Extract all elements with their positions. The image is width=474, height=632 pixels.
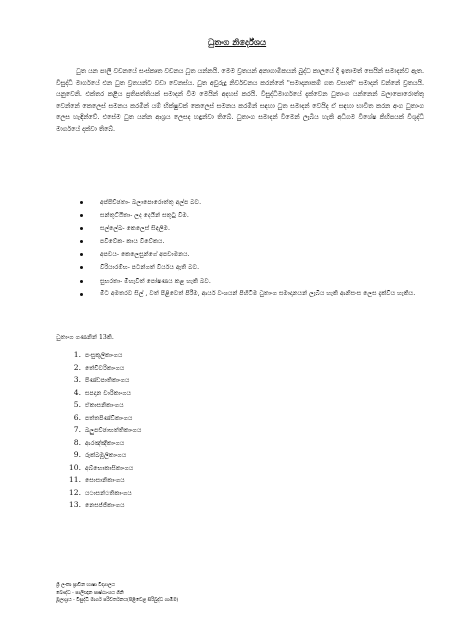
list-item [66, 349, 141, 362]
item-number: 5. [73, 400, 81, 409]
list-item [66, 374, 141, 387]
item-text: සොසානිකාංගය [85, 477, 125, 484]
benefit-item [80, 289, 420, 313]
list-item [66, 399, 141, 412]
benefit-item [80, 276, 420, 289]
bullet-icon [80, 201, 83, 204]
benefit-item [80, 236, 420, 249]
bullet-icon [80, 240, 83, 243]
item-text: රුක්ඛමූලිකාංගය [85, 452, 127, 459]
footer-line: බෞද්ධ - පාලිඥාන පෘෂ්ඨාංශය ගිනි [56, 590, 124, 596]
dhutanga-count: ධුතාංග ගණනින් 13කි. [56, 334, 114, 341]
list-item [66, 474, 141, 487]
item-text: අබ්භොකාසිකාංගය [85, 464, 134, 472]
list-item [66, 424, 141, 437]
item-number: 2. [73, 362, 81, 372]
list-item [66, 462, 141, 475]
item-text: ඛලුපච්ඡාභත්තිකාංගය [85, 427, 142, 434]
benefit-text: මීට අමතරව සිල් , වත් පිළිවෙත් පිරීම, ආර්ය වංශයන් පිහිටීම ධුතාංග සමාදානයන් ලැබිය හැකි ආනිසංස ලෙස දැක්විය හැකිය. [100, 289, 416, 297]
item-number: 6. [73, 412, 81, 422]
bullet-icon [80, 280, 83, 283]
footer-line: ශ්‍රී ලංකා ප්‍රාචීන භාෂා විද්‍යාලය [56, 583, 115, 588]
item-text: ආරඤ්ඤිකාංගය [85, 439, 125, 447]
item-text: පිණ්ඩපාතිකාංගය [85, 377, 130, 384]
benefit-item [80, 223, 420, 236]
item-number: 11. [68, 475, 81, 484]
benefits-list [80, 197, 420, 313]
bullet-icon [80, 253, 83, 256]
bullet-icon [80, 227, 83, 230]
benefit-text: සන්තුට්ඨිතා- ලද දෙයින් සතුටු වීම. [100, 212, 189, 220]
benefit-item [80, 249, 420, 262]
benefit-text: අපචය- කෙලෙසුන්ගේ අපචාමනය. [100, 251, 190, 259]
benefit-text: සල්ලේඛ- කෙලෙස් සිඳලීම. [100, 225, 170, 233]
item-number: 9. [73, 450, 81, 459]
benefit-text: සුභරතා- මිහැවිත් පෝෂණය කළ හැකි බව. [100, 277, 211, 285]
footer-credits [56, 582, 178, 605]
list-item [66, 499, 141, 512]
document-title [0, 38, 474, 48]
footer-line: මූලාශ්‍රය - විසුද්ධි මාර්ග පරිවර්තනය(පිළිවෙළ සිරිබුද්ධ ගාමිම) [56, 598, 179, 604]
item-text: තේචීවරිකාංගය [85, 364, 125, 372]
list-item [66, 412, 141, 425]
item-number: 13. [68, 500, 81, 509]
benefit-text: අප්පිච්ඡතා- බලාපොරොත්තු අල්ප බව. [100, 199, 202, 206]
list-item [66, 449, 141, 462]
item-text: යථාසන්ථතිකාංගය [85, 489, 132, 497]
item-text: සපදාන චාරිකාංගය [85, 389, 132, 397]
list-item [66, 362, 141, 375]
list-item [66, 487, 141, 500]
benefit-item [80, 197, 420, 210]
bullet-icon [80, 266, 83, 269]
list-item [66, 437, 141, 450]
item-text: පත්තපිණ්ඩිකාංගය [85, 414, 133, 422]
benefit-item [80, 210, 420, 223]
bullet-icon [80, 293, 83, 296]
item-number: 12. [68, 487, 81, 497]
benefit-text: විරියාරම්භ- පටන්ගත් වීර්යය ඇති බව. [100, 264, 200, 272]
intro-paragraph: ධුත යන පාලි වචනයේ සංස්කෘත වචනය ධූත යන්නයි. මෙම ව්‍රතයන් අනාගාමිකයන් බුද්ධ කාලයේ දී ඉතාමත් සෙයින් සමාදන්ව ඇත. විසුද්ධි මාර්ගයේ එන ධුත ව්‍රතයන්ට වඩා වෙනස්ය. ධුත අවුරුදු නිර්වචනය කරන්නේ "සමාදානාකම් ගත වසාත්" සමාදන් වන්නේ ව්‍රතයයි. යනුවෙනි. එක්තර කළීය ප්‍රතිපත්තියක් සමාදන් වීම මෙයින් අදහස් කරයි. විසුද්ධිමාර්ගයේ දැක්වෙන ධුතාංග යන්නෙන් බලාපොරොත්තු වෙන්නේ කෙලෙස් සමනය කරමින් යම් භික්ෂුවක් කෙලෙස් සමනය කරමින් සඳහා ධුත සමාදන් වෙයිද ඒ සඳහා භාවිත කරන අංග ධුතාංග ලෙස හැඳින්වේ. එසේම ධුත යන්න ආශ්‍රය ලෙසද හඳුන්වා තිබේ. ධුතාංග සමාදන් වීමෙන් ලැබිය හැකි අධිගම විශේෂ කිහිපයක් විශුද්ධි මාර්ගයේ දක්වා තිබේ. [56, 67, 424, 133]
list-item [66, 387, 141, 400]
benefit-text: පවිවේක- කාය විවේකය. [100, 238, 165, 246]
item-number: 3. [73, 375, 81, 384]
item-number: 1. [73, 350, 81, 359]
item-number: 7. [73, 425, 81, 434]
item-number: 8. [73, 437, 81, 447]
item-text: නෙසජ්ජිකාංගය [85, 502, 125, 509]
item-text: පංසුකූලිකාංගය [85, 352, 123, 359]
item-number: 4. [73, 387, 81, 397]
title-text: ධුතංග නිර්දේශය [207, 38, 267, 48]
bullet-icon [80, 214, 83, 217]
item-text: ඒකාසනිකාංගය [85, 402, 124, 409]
dhutanga-list [66, 349, 141, 512]
item-number: 10. [68, 462, 81, 472]
benefit-item [80, 262, 420, 275]
